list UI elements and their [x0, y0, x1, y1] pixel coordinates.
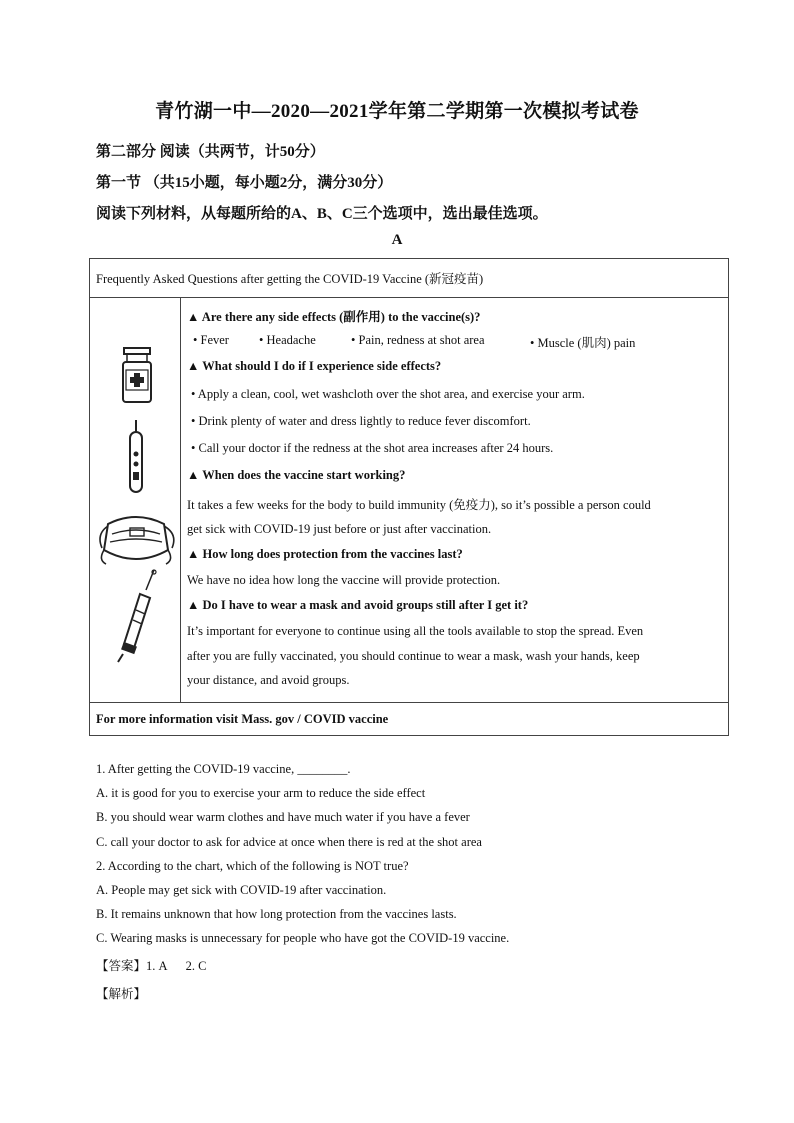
table-footer: For more information visit Mass. gov / COVID vaccine [96, 712, 389, 726]
page-title: 青竹湖一中—2020—2021学年第二学期第一次模拟考试卷 [155, 101, 639, 122]
passage-label: A [391, 232, 403, 248]
part-heading: 第二部分 阅读（共两节，计50分） [96, 144, 325, 160]
advice-item: • Drink plenty of water and dress lightly to reduce fever discomfort. [191, 414, 531, 428]
section-heading: 第一节 （共15小题，每小题2分，满分30分） [96, 175, 393, 191]
answer-key: 【答案】1. A 2. C [96, 959, 207, 973]
question-start-working: ▲ When does the vaccine start working? [187, 468, 406, 482]
answer-line: It’s important for everyone to continue using all the tools available to stop the spread. Even [187, 624, 644, 638]
instruction: 阅读下列材料，从每题所给的A、B、C三个选项中，选出最佳选项。 [96, 206, 548, 222]
question-stem: 2. According to the chart, which of the following is NOT true? [96, 859, 409, 873]
option-item: B. you should wear warm clothes and have much water if you have a fever [96, 810, 470, 824]
answer-line: We have no idea how long the vaccine will provide protection. [187, 573, 501, 587]
thermometer-icon [127, 418, 145, 496]
advice-item: • Apply a clean, cool, wet washcloth over the shot area, and exercise your arm. [191, 387, 585, 401]
illustration-column [90, 298, 181, 702]
syringe-icon [114, 568, 162, 664]
option-item: C. call your doctor to ask for advice at once when there is red at the shot area [96, 835, 482, 849]
answer-line: get sick with COVID-19 just before or just after vaccination. [187, 522, 492, 536]
answer-line: your distance, and avoid groups. [187, 673, 350, 687]
effect-item: • Pain, redness at shot area [351, 333, 485, 347]
option-item: B. It remains unknown that how long protection from the vaccines lasts. [96, 907, 457, 921]
mask-icon [94, 508, 178, 570]
table-header: Frequently Asked Questions after getting the COVID-19 Vaccine (新冠疫苗) [96, 272, 484, 286]
effect-item: • Muscle (肌肉) pain [530, 336, 636, 350]
question-mask: ▲ Do I have to wear a mask and avoid groups still after I get it? [187, 598, 529, 612]
faq-table [89, 258, 729, 736]
medicine-bottle-icon [120, 346, 154, 404]
question-protection: ▲ How long does protection from the vaccines last? [187, 547, 463, 561]
option-item: A. it is good for you to exercise your arm to reduce the side effect [96, 786, 426, 800]
advice-item: • Call your doctor if the redness at the shot area increases after 24 hours. [191, 441, 554, 455]
effect-item: • Headache [259, 333, 316, 347]
table-header-row [90, 259, 728, 298]
effect-item: • Fever [193, 333, 229, 347]
question-what-to-do: ▲ What should I do if I experience side effects? [187, 359, 442, 373]
answer-line: It takes a few weeks for the body to build immunity (免疫力), so it’s possible a person could [187, 498, 651, 512]
table-footer-row [90, 702, 728, 735]
answer-line: after you are fully vaccinated, you should continue to wear a mask, wash your hands, keep [187, 649, 640, 663]
option-item: A. People may get sick with COVID-19 after vaccination. [96, 883, 387, 897]
question-side-effects: ▲ Are there any side effects (副作用) to the vaccine(s)? [187, 310, 481, 324]
option-item: C. Wearing masks is unnecessary for people who have got the COVID-19 vaccine. [96, 931, 510, 945]
analysis-label: 【解析】 [96, 987, 147, 1001]
question-stem: 1. After getting the COVID-19 vaccine, ________. [96, 762, 351, 776]
